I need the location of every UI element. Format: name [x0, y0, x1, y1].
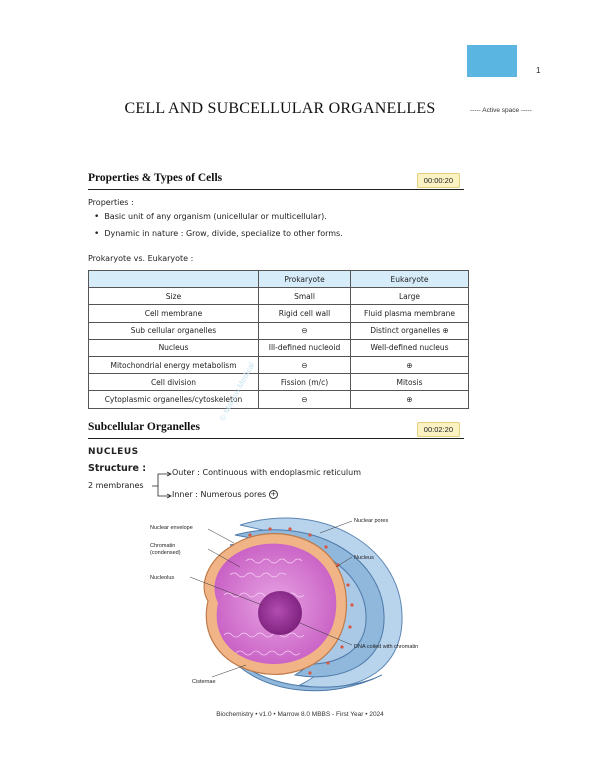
- table-row: [89, 305, 469, 322]
- table-cell: Well-defined nucleus: [351, 339, 469, 356]
- comparison-table: [88, 270, 469, 409]
- section-properties-types: [88, 170, 464, 190]
- table-header-cell: [89, 271, 259, 288]
- table-row: [89, 322, 469, 339]
- section-title: Subcellular Organelles: [88, 421, 200, 433]
- table-cell: ⊖: [259, 356, 351, 373]
- inner-membrane-text: Inner : Numerous pores: [172, 490, 267, 499]
- table-header-row: [89, 271, 469, 288]
- page-title: CELL AND SUBCELLULAR ORGANELLES: [124, 100, 436, 117]
- nucleus-heading: NUCLEUS: [88, 447, 139, 457]
- bullet-item: • Dynamic in nature : Grow, divide, specialize to other forms.: [94, 229, 343, 239]
- table-row: [89, 288, 469, 305]
- table-cell: Cell division: [89, 374, 259, 391]
- table-cell: ⊕: [351, 391, 469, 408]
- table-cell: Distinct organelles ⊕: [351, 322, 469, 339]
- table-cell: ⊖: [259, 391, 351, 408]
- bullet-item: • Basic unit of any organism (unicellular or multicellular).: [94, 212, 327, 222]
- structure-heading: Structure :: [88, 463, 147, 474]
- outer-membrane-note: Outer : Continuous with endoplasmic reticulum: [172, 468, 361, 477]
- label-nucleolus: Nucleolus: [150, 575, 175, 581]
- table-cell: Cytoplasmic organelles/cytoskeleton: [89, 391, 259, 408]
- video-timestamp[interactable]: 00:02:20: [417, 422, 460, 437]
- table-cell: Mitosis: [351, 374, 469, 391]
- label-nuclear-pores: Nuclear pores: [354, 518, 389, 524]
- table-header-cell: Prokaryote: [259, 271, 351, 288]
- table-cell: Size: [89, 288, 259, 305]
- label-nucleus: Nucleus: [354, 555, 374, 561]
- table-cell: Cell membrane: [89, 305, 259, 322]
- section-header: [88, 170, 464, 190]
- plus-circle-icon: +: [270, 490, 277, 498]
- video-timestamp[interactable]: 00:00:20: [417, 173, 460, 188]
- table-cell: ⊖: [259, 322, 351, 339]
- active-space-label: ----- Active space -----: [470, 107, 532, 114]
- label-cisternae: Cisternae: [192, 679, 216, 685]
- section-subcellular-organelles: [88, 419, 464, 439]
- label-nuclear-envelope: Nuclear envelope: [150, 525, 193, 531]
- section-header: [88, 419, 464, 439]
- page-number: 1: [536, 66, 541, 75]
- table-cell: Fluid plasma membrane: [351, 305, 469, 322]
- table-cell: Nucleus: [89, 339, 259, 356]
- table-cell: Mitochondrial energy metabolism: [89, 356, 259, 373]
- label-dna: DNA coiled with chromatin: [354, 644, 419, 650]
- table-row: [89, 356, 469, 373]
- comparison-label: Prokaryote vs. Eukaryote :: [88, 254, 194, 263]
- table-cell: Rigid cell wall: [259, 305, 351, 322]
- nucleolus-shape: [258, 591, 302, 635]
- page-footer: Biochemistry • v1.0 • Marrow 8.0 MBBS - First Year • 2024: [216, 711, 384, 718]
- inner-membrane-note: [172, 490, 278, 499]
- table-cell: Sub cellular organelles: [89, 322, 259, 339]
- table-row: [89, 339, 469, 356]
- table-header-cell: Eukaryote: [351, 271, 469, 288]
- table-cell: Ill-defined nucleoid: [259, 339, 351, 356]
- table-row: [89, 391, 469, 408]
- properties-label: Properties :: [88, 198, 134, 207]
- watermark-text: © Marrow Medical: [218, 360, 257, 423]
- membranes-label: 2 membranes: [88, 481, 144, 490]
- nucleus-diagram: [150, 505, 440, 705]
- label-chromatin-sub: (condensed): [150, 550, 181, 556]
- table-cell: ⊕: [351, 356, 469, 373]
- section-title: Properties & Types of Cells: [88, 172, 223, 184]
- page-number-box: [467, 45, 517, 77]
- table-cell: Fission (m/c): [259, 374, 351, 391]
- label-chromatin: Chromatin: [150, 543, 176, 549]
- table-cell: Small: [259, 288, 351, 305]
- table-row: [89, 374, 469, 391]
- table-cell: Large: [351, 288, 469, 305]
